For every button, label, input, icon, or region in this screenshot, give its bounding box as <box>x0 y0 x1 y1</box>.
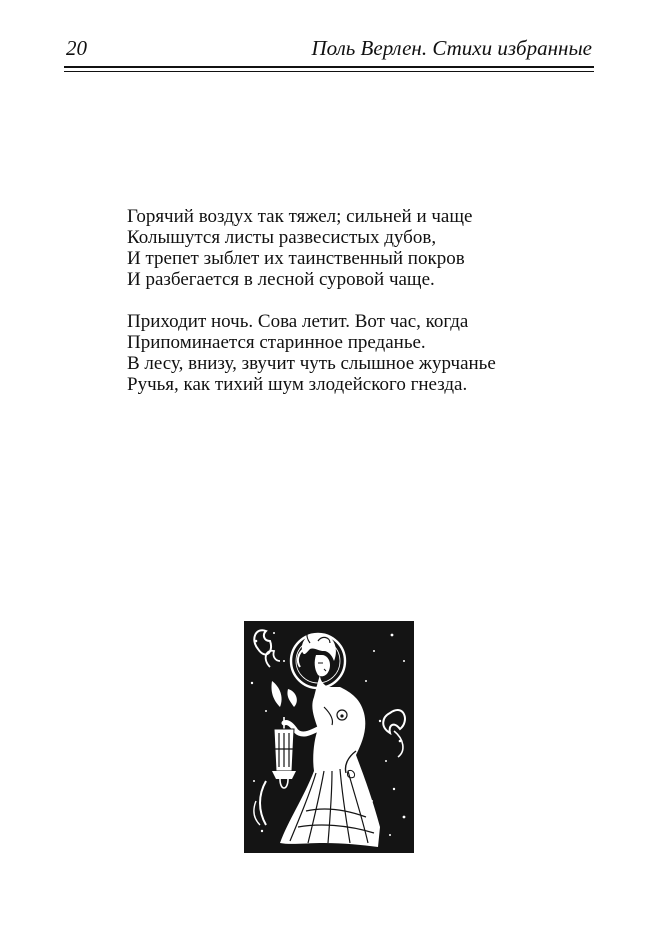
poem-line: И разбегается в лесной суровой чаще. <box>127 269 435 290</box>
page-number: 20 <box>66 36 87 60</box>
poem-line: Колышутся листы развесистых дубов, <box>127 227 437 248</box>
header-rule-thin <box>64 71 594 72</box>
header-rule-thick <box>64 66 594 68</box>
woodcut-vignette <box>244 621 414 853</box>
poem-line: Ручья, как тихий шум злодейского гнезда. <box>127 374 468 395</box>
poem-line: И трепет зыблет их таинственный покров <box>127 248 465 269</box>
stanza-2 <box>127 311 496 395</box>
poem <box>127 206 496 395</box>
poem-line: Припоминается старинное преданье. <box>127 332 426 353</box>
poem-line: В лесу, внизу, звучит чуть слышное журчанье <box>127 353 496 374</box>
poem-line: Приходит ночь. Сова летит. Вот час, когда <box>127 311 469 332</box>
stanza-1 <box>127 206 496 290</box>
running-title: Поль Верлен. Стихи избранные <box>311 36 592 60</box>
poem-line: Горячий воздух так тяжел; сильней и чаще <box>127 206 473 227</box>
